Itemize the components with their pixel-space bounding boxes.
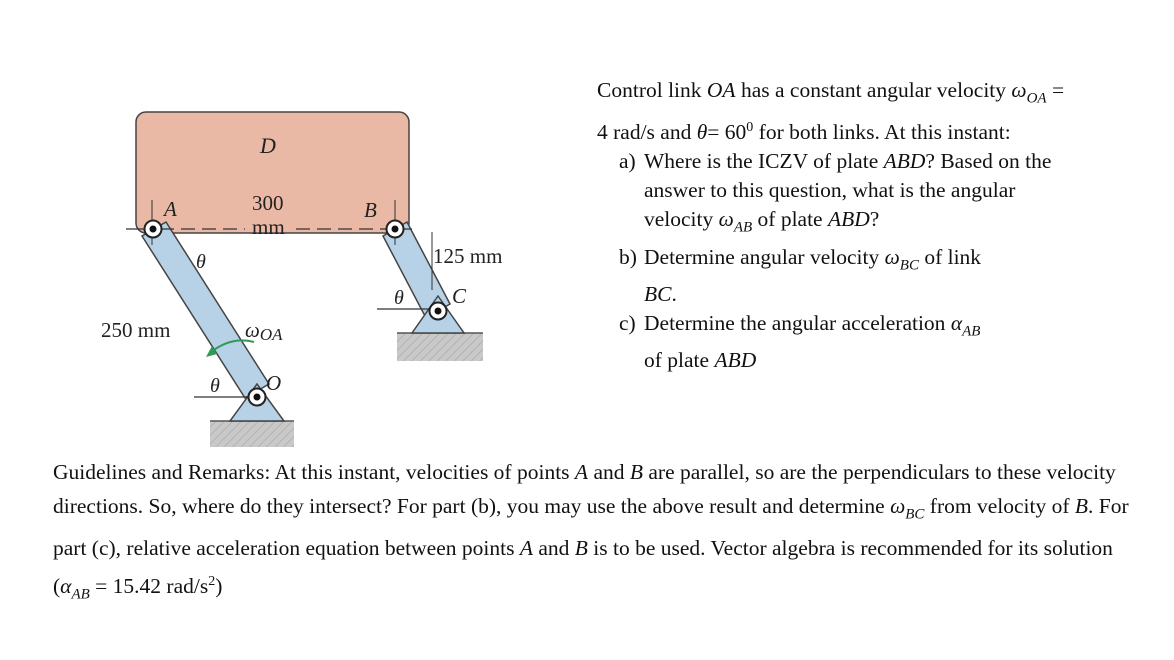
linkage-diagram: [0, 0, 560, 450]
pin-o: [249, 389, 266, 406]
question-c: c) Determine the angular acceleration $\alpha_{AB}$ of plate ABD: [619, 311, 981, 373]
label-mm: mm: [252, 215, 285, 239]
question-b: b) Determine angular velocity $\omega_{BC}$ of link BC.: [619, 244, 982, 307]
label-theta-c: θ: [394, 287, 404, 309]
ground-c: [397, 333, 483, 361]
label-o: O: [266, 371, 282, 395]
pin-b: [387, 221, 404, 238]
label-125mm: 125 mm: [433, 244, 503, 268]
question-a: a) Where is the ICZV of plate ABD? Based on the answer to this question, what is the angular velocity $\omega_{AB}$ of plate ABD?: [619, 149, 1052, 236]
label-300: 300: [252, 191, 284, 215]
label-b: B: [364, 198, 377, 222]
pin-c: [430, 303, 447, 320]
problem-statement: [597, 76, 1067, 375]
link-oa: [142, 222, 269, 398]
label-a: A: [164, 197, 177, 221]
label-omega: ωOA: [245, 318, 283, 344]
guidelines-remarks: Guidelines and Remarks: At this instant, velocities of points A and B are parallel, so are the perpendiculars to these velocity directions. So, where do they intersect? For part (b), you may use the above result and determine $\omega_{BC}$ from velocity of B. For part (c), relative acceleration equation between points A and B is to be used. Vector algebra is recommended for its solution ($\alpha_{AB} = 15.42$ rad/$s^2$): [53, 460, 1129, 603]
problem-intro: Control link OA has a constant angular velocity $\omega_{OA} = 4$ rad/s and $\theta= 60^0$ for both links. At this instant:: [597, 78, 1065, 145]
label-theta-a: θ: [196, 251, 206, 273]
label-theta-o: θ: [210, 375, 220, 397]
label-d: D: [260, 133, 276, 158]
ground-o: [210, 421, 294, 447]
label-c: C: [452, 284, 467, 308]
pin-a: [145, 221, 162, 238]
label-250mm: 250 mm: [101, 318, 171, 342]
